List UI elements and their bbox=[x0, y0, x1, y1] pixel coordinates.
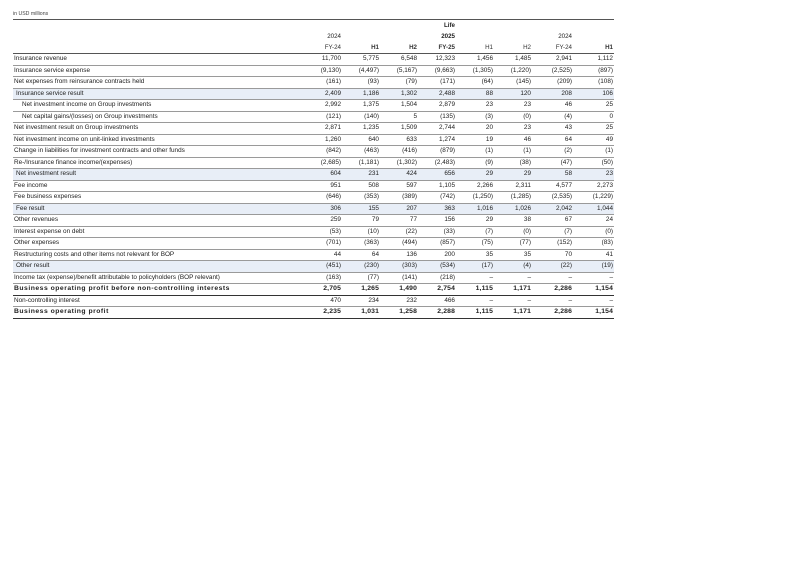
row-value: 136 bbox=[380, 249, 418, 261]
row-value: (218) bbox=[418, 272, 456, 284]
row-value: (3) bbox=[456, 111, 494, 123]
row-value: 29 bbox=[494, 169, 532, 181]
row-value: (451) bbox=[304, 261, 342, 273]
row-value: 200 bbox=[418, 249, 456, 261]
year-label-left: 2024 bbox=[327, 33, 341, 40]
row-value: 207 bbox=[380, 203, 418, 215]
header-segment-row bbox=[13, 20, 614, 31]
row-label: Net investment result bbox=[13, 169, 304, 181]
row-value: (50) bbox=[573, 157, 614, 169]
row-label: Other result bbox=[13, 261, 304, 273]
row-value: 1,302 bbox=[380, 88, 418, 100]
row-value: (0) bbox=[494, 111, 532, 123]
row-value: (1,181) bbox=[342, 157, 380, 169]
row-value: (494) bbox=[380, 238, 418, 250]
row-value: 79 bbox=[342, 215, 380, 227]
row-value: 259 bbox=[304, 215, 342, 227]
row-value: 363 bbox=[418, 203, 456, 215]
row-value: 23 bbox=[456, 100, 494, 112]
row-value: 2,879 bbox=[418, 100, 456, 112]
row-value: – bbox=[532, 272, 573, 284]
row-value: – bbox=[573, 272, 614, 284]
row-value: (47) bbox=[532, 157, 573, 169]
table-body bbox=[13, 54, 614, 319]
row-value: 640 bbox=[342, 134, 380, 146]
row-value: (742) bbox=[418, 192, 456, 204]
row-value: 2,744 bbox=[418, 123, 456, 135]
row-value: 604 bbox=[304, 169, 342, 181]
row-value: 2,311 bbox=[494, 180, 532, 192]
row-value: (17) bbox=[456, 261, 494, 273]
row-value: 656 bbox=[418, 169, 456, 181]
row-value: 2,042 bbox=[532, 203, 573, 215]
row-value: 64 bbox=[342, 249, 380, 261]
row-value: 2,705 bbox=[304, 284, 342, 296]
row-value: (2,685) bbox=[304, 157, 342, 169]
table-row bbox=[13, 203, 614, 215]
units-note: in USD millions bbox=[13, 11, 614, 20]
row-value: 424 bbox=[380, 169, 418, 181]
segment-label: Life bbox=[443, 22, 455, 29]
row-label: Fee result bbox=[13, 203, 304, 215]
table-row bbox=[13, 284, 614, 296]
row-value: 1,504 bbox=[380, 100, 418, 112]
row-label: Net investment income on unit-linked investments bbox=[13, 134, 304, 146]
row-value: 2,288 bbox=[418, 307, 456, 319]
row-value: 2,871 bbox=[304, 123, 342, 135]
row-value: 5 bbox=[380, 111, 418, 123]
row-value: (171) bbox=[418, 77, 456, 89]
header-year-row bbox=[13, 31, 614, 42]
row-value: 1,258 bbox=[380, 307, 418, 319]
row-value: (5,167) bbox=[380, 65, 418, 77]
row-value: (389) bbox=[380, 192, 418, 204]
row-value: 1,154 bbox=[573, 307, 614, 319]
row-value: 1,509 bbox=[380, 123, 418, 135]
row-label: Non-controlling interest bbox=[13, 295, 304, 307]
row-value: 1,485 bbox=[494, 54, 532, 66]
row-value: 1,115 bbox=[456, 307, 494, 319]
table-row bbox=[13, 192, 614, 204]
row-value: 106 bbox=[573, 88, 614, 100]
period-header: H1 bbox=[342, 42, 380, 54]
row-value: 58 bbox=[532, 169, 573, 181]
table-row bbox=[13, 215, 614, 227]
row-value: 234 bbox=[342, 295, 380, 307]
period-header: H1 bbox=[456, 42, 494, 54]
row-label: Fee business expenses bbox=[13, 192, 304, 204]
row-value: (19) bbox=[573, 261, 614, 273]
row-value: (161) bbox=[304, 77, 342, 89]
row-value: 1,265 bbox=[342, 284, 380, 296]
row-value: 2,273 bbox=[573, 180, 614, 192]
row-label: Net investment result on Group investments bbox=[13, 123, 304, 135]
table-row bbox=[13, 111, 614, 123]
row-value: (152) bbox=[532, 238, 573, 250]
row-value: (463) bbox=[342, 146, 380, 158]
row-value: 67 bbox=[532, 215, 573, 227]
row-value: (64) bbox=[456, 77, 494, 89]
row-value: 1,171 bbox=[494, 307, 532, 319]
financial-statement-page bbox=[13, 11, 614, 319]
row-value: 306 bbox=[304, 203, 342, 215]
row-value: 466 bbox=[418, 295, 456, 307]
row-value: (93) bbox=[342, 77, 380, 89]
year-label-mid: 2025 bbox=[441, 33, 455, 40]
row-value: (2,535) bbox=[532, 192, 573, 204]
row-value: 6,548 bbox=[380, 54, 418, 66]
row-value: (108) bbox=[573, 77, 614, 89]
table-row bbox=[13, 249, 614, 261]
row-value: 2,941 bbox=[532, 54, 573, 66]
row-value: (1,250) bbox=[456, 192, 494, 204]
row-value: 2,488 bbox=[418, 88, 456, 100]
row-label: Net capital gains/(losses) on Group investments bbox=[13, 111, 304, 123]
row-value: 1,260 bbox=[304, 134, 342, 146]
row-value: 77 bbox=[380, 215, 418, 227]
row-value: (1,305) bbox=[456, 65, 494, 77]
year-label-right: 2024 bbox=[558, 33, 572, 40]
row-value: (646) bbox=[304, 192, 342, 204]
row-value: (897) bbox=[573, 65, 614, 77]
row-value: 29 bbox=[456, 215, 494, 227]
row-value: (416) bbox=[380, 146, 418, 158]
table-row bbox=[13, 272, 614, 284]
row-label: Insurance service result bbox=[13, 88, 304, 100]
row-value: (842) bbox=[304, 146, 342, 158]
row-value: (701) bbox=[304, 238, 342, 250]
row-label: Insurance service expense bbox=[13, 65, 304, 77]
row-value: 12,323 bbox=[418, 54, 456, 66]
period-header: FY-24 bbox=[532, 42, 573, 54]
row-value: 2,286 bbox=[532, 284, 573, 296]
row-value: (1,285) bbox=[494, 192, 532, 204]
row-value: 25 bbox=[573, 100, 614, 112]
row-value: (534) bbox=[418, 261, 456, 273]
row-value: 46 bbox=[532, 100, 573, 112]
row-value: 156 bbox=[418, 215, 456, 227]
row-value: (303) bbox=[380, 261, 418, 273]
row-value: 1,016 bbox=[456, 203, 494, 215]
row-value: 231 bbox=[342, 169, 380, 181]
table-row bbox=[13, 261, 614, 273]
row-value: (10) bbox=[342, 226, 380, 238]
row-value: (2,483) bbox=[418, 157, 456, 169]
period-header: FY-24 bbox=[304, 42, 342, 54]
row-value: (83) bbox=[573, 238, 614, 250]
row-label: Other revenues bbox=[13, 215, 304, 227]
row-value: 1,154 bbox=[573, 284, 614, 296]
row-value: (79) bbox=[380, 77, 418, 89]
row-value: (4) bbox=[494, 261, 532, 273]
row-value: 1,235 bbox=[342, 123, 380, 135]
row-value: 951 bbox=[304, 180, 342, 192]
row-value: 633 bbox=[380, 134, 418, 146]
row-value: (33) bbox=[418, 226, 456, 238]
row-value: 2,992 bbox=[304, 100, 342, 112]
row-value: 1,171 bbox=[494, 284, 532, 296]
row-value: (363) bbox=[342, 238, 380, 250]
period-header: FY-25 bbox=[418, 42, 456, 54]
row-value: (38) bbox=[494, 157, 532, 169]
row-value: 2,235 bbox=[304, 307, 342, 319]
row-value: (1) bbox=[494, 146, 532, 158]
row-value: 4,577 bbox=[532, 180, 573, 192]
row-value: 1,105 bbox=[418, 180, 456, 192]
row-label: Fee income bbox=[13, 180, 304, 192]
row-value: 35 bbox=[494, 249, 532, 261]
row-value: 0 bbox=[573, 111, 614, 123]
row-value: 23 bbox=[494, 123, 532, 135]
row-value: 1,274 bbox=[418, 134, 456, 146]
row-value: (53) bbox=[304, 226, 342, 238]
row-value: 2,754 bbox=[418, 284, 456, 296]
row-value: (9,663) bbox=[418, 65, 456, 77]
table-row bbox=[13, 134, 614, 146]
row-value: (4) bbox=[532, 111, 573, 123]
row-value: 29 bbox=[456, 169, 494, 181]
row-value: 43 bbox=[532, 123, 573, 135]
row-value: (141) bbox=[380, 272, 418, 284]
row-value: (0) bbox=[494, 226, 532, 238]
row-value: – bbox=[573, 295, 614, 307]
bop-table bbox=[13, 20, 614, 319]
row-value: (2) bbox=[532, 146, 573, 158]
row-label: Interest expense on debt bbox=[13, 226, 304, 238]
row-value: (857) bbox=[418, 238, 456, 250]
row-value: 1,044 bbox=[573, 203, 614, 215]
period-header: H2 bbox=[380, 42, 418, 54]
row-value: (7) bbox=[532, 226, 573, 238]
row-value: 1,112 bbox=[573, 54, 614, 66]
row-label: Business operating profit before non-controlling interests bbox=[13, 284, 304, 296]
row-label: Other expenses bbox=[13, 238, 304, 250]
row-value: (353) bbox=[342, 192, 380, 204]
row-value: – bbox=[456, 295, 494, 307]
row-value: (879) bbox=[418, 146, 456, 158]
row-value: 1,375 bbox=[342, 100, 380, 112]
row-label: Change in liabilities for investment contracts and other funds bbox=[13, 146, 304, 158]
row-value: 232 bbox=[380, 295, 418, 307]
row-value: 2,266 bbox=[456, 180, 494, 192]
row-value: (22) bbox=[532, 261, 573, 273]
row-value: 1,490 bbox=[380, 284, 418, 296]
row-value: 49 bbox=[573, 134, 614, 146]
row-value: (1,302) bbox=[380, 157, 418, 169]
table-row bbox=[13, 100, 614, 112]
table-row bbox=[13, 77, 614, 89]
row-value: 25 bbox=[573, 123, 614, 135]
row-value: – bbox=[494, 272, 532, 284]
table-row bbox=[13, 157, 614, 169]
row-value: 120 bbox=[494, 88, 532, 100]
row-label: Net investment income on Group investments bbox=[13, 100, 304, 112]
row-value: (77) bbox=[342, 272, 380, 284]
row-value: 2,409 bbox=[304, 88, 342, 100]
row-value: 1,031 bbox=[342, 307, 380, 319]
row-label: Net expenses from reinsurance contracts held bbox=[13, 77, 304, 89]
row-label: Insurance revenue bbox=[13, 54, 304, 66]
row-value: 19 bbox=[456, 134, 494, 146]
row-label: Re-/Insurance finance income/(expenses) bbox=[13, 157, 304, 169]
row-value: – bbox=[456, 272, 494, 284]
row-value: 508 bbox=[342, 180, 380, 192]
row-label: Business operating profit bbox=[13, 307, 304, 319]
row-value: 597 bbox=[380, 180, 418, 192]
table-row bbox=[13, 123, 614, 135]
row-value: (9) bbox=[456, 157, 494, 169]
row-value: (75) bbox=[456, 238, 494, 250]
row-value: (2,525) bbox=[532, 65, 573, 77]
row-value: (1) bbox=[573, 146, 614, 158]
row-value: 2,286 bbox=[532, 307, 573, 319]
row-label: Restructuring costs and other items not relevant for BOP bbox=[13, 249, 304, 261]
row-value: 70 bbox=[532, 249, 573, 261]
row-value: – bbox=[532, 295, 573, 307]
row-value: (1,229) bbox=[573, 192, 614, 204]
table-row bbox=[13, 65, 614, 77]
row-value: (140) bbox=[342, 111, 380, 123]
row-value: (209) bbox=[532, 77, 573, 89]
row-label: Income tax (expense)/benefit attributable to policyholders (BOP relevant) bbox=[13, 272, 304, 284]
row-value: (0) bbox=[573, 226, 614, 238]
period-header: H1 bbox=[573, 42, 614, 54]
row-value: (77) bbox=[494, 238, 532, 250]
row-value: 1,186 bbox=[342, 88, 380, 100]
row-value: 23 bbox=[573, 169, 614, 181]
table-row bbox=[13, 169, 614, 181]
table-row bbox=[13, 180, 614, 192]
table-row bbox=[13, 226, 614, 238]
row-value: 35 bbox=[456, 249, 494, 261]
row-value: 41 bbox=[573, 249, 614, 261]
row-value: 64 bbox=[532, 134, 573, 146]
row-value: 5,775 bbox=[342, 54, 380, 66]
row-value: 208 bbox=[532, 88, 573, 100]
row-value: (7) bbox=[456, 226, 494, 238]
row-value: 20 bbox=[456, 123, 494, 135]
table-row bbox=[13, 238, 614, 250]
row-value: 44 bbox=[304, 249, 342, 261]
row-value: 1,026 bbox=[494, 203, 532, 215]
table-row bbox=[13, 307, 614, 319]
row-value: 1,115 bbox=[456, 284, 494, 296]
period-header: H2 bbox=[494, 42, 532, 54]
row-value: (121) bbox=[304, 111, 342, 123]
row-value: – bbox=[494, 295, 532, 307]
table-row bbox=[13, 295, 614, 307]
table-row bbox=[13, 146, 614, 158]
row-value: 11,700 bbox=[304, 54, 342, 66]
row-value: 1,456 bbox=[456, 54, 494, 66]
row-value: (163) bbox=[304, 272, 342, 284]
row-value: 23 bbox=[494, 100, 532, 112]
row-value: 46 bbox=[494, 134, 532, 146]
table-row bbox=[13, 54, 614, 66]
row-value: 470 bbox=[304, 295, 342, 307]
row-value: 155 bbox=[342, 203, 380, 215]
header-period-row bbox=[13, 42, 614, 54]
row-value: (145) bbox=[494, 77, 532, 89]
table-row bbox=[13, 88, 614, 100]
row-value: (4,497) bbox=[342, 65, 380, 77]
row-value: 38 bbox=[494, 215, 532, 227]
row-value: (1,220) bbox=[494, 65, 532, 77]
row-value: (135) bbox=[418, 111, 456, 123]
row-value: (22) bbox=[380, 226, 418, 238]
row-value: (9,130) bbox=[304, 65, 342, 77]
row-value: (230) bbox=[342, 261, 380, 273]
row-value: 24 bbox=[573, 215, 614, 227]
row-value: (1) bbox=[456, 146, 494, 158]
row-value: 88 bbox=[456, 88, 494, 100]
